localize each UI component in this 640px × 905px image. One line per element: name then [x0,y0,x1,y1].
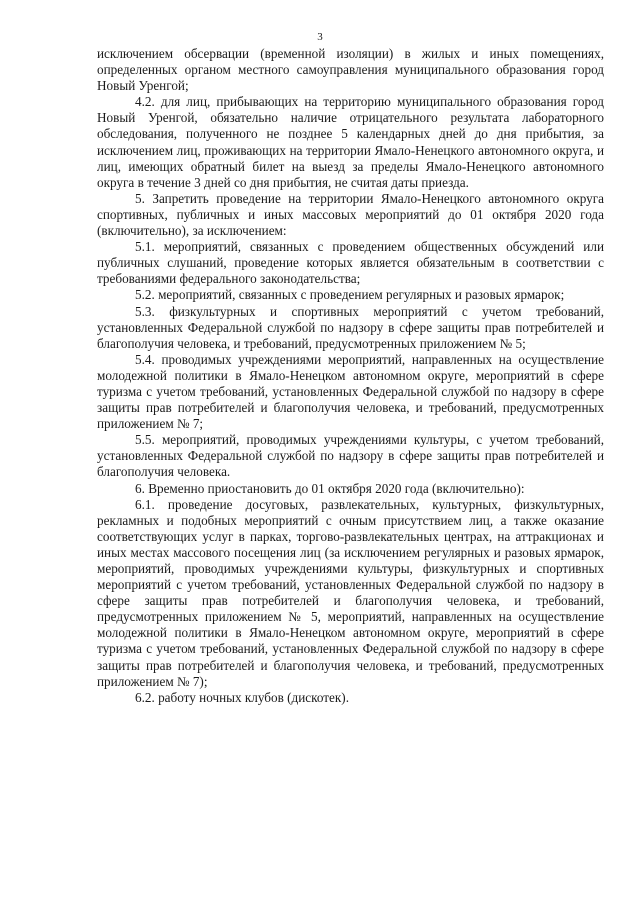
paragraph-6-1: 6.1. проведение досуговых, развлекательных, культурных, физкультурных, рекламных и подобных мероприятий с очным присутствием лиц, а также оказание соответствующих услуг в парках, торгово-развлекательных центрах, на аттракционах и иных местах массового посещения лиц (за исключением регулярных и разовых ярмарок, мероприятий, проводимых учреждениями культуры, физкультурных и спортивных мероприятий с учетом требований, установленных Федеральной службой по надзору в сфере защиты прав потребителей и благополучия человека, и требований, предусмотренных приложением № 5, мероприятий, направленных на осуществление молодежной политики в Ямало-Ненецком автономном округе, мероприятий в сфере туризма с учетом требований, установленных Федеральной службой по надзору в сфере защиты прав потребителей и благополучия человека, и требований, предусмотренных приложением № 7); [97,496,604,689]
paragraph-5-3: 5.3. физкультурных и спортивных мероприятий с учетом требований, установленных Федеральной службой по надзору в сфере защиты прав потребителей и благополучия человека, и требований, предусмотренных приложением № 5; [97,303,604,351]
paragraph-4-2: 4.2. для лиц, прибывающих на территорию муниципального образования город Новый Уренгой, обязательно наличие отрицательного результата лабораторного обследования, полученного не позднее 5 календарных дней до дня прибытия, за исключением лиц, проживающих на территории Ямало-Ненецкого автономного округа, и лиц, имеющих обратный билет на выезд за пределы Ямало-Ненецкого автономного округа в течение 3 дней со дня прибытия, не считая даты приезда. [97,94,604,190]
paragraph-5-2: 5.2. мероприятий, связанных с проведением регулярных и разовых ярмарок; [135,287,565,303]
paragraph-5-1: 5.1. мероприятий, связанных с проведением общественных обсуждений или публичных слушаний, проведение которых является обязательным в соответствии с требованиями федерального законодательства; [97,239,604,287]
paragraph-5: 5. Запретить проведение на территории Ямало-Ненецкого автономного округа спортивных, публичных и иных массовых мероприятий до 01 октября 2020 года (включительно), за исключением: [97,190,604,239]
paragraph-6: 6. Временно приостановить до 01 октября 2020 года (включительно): [135,480,525,496]
paragraph-5-5: 5.5. мероприятий, проводимых учреждениями культуры, с учетом требований, установленных Федеральной службой по надзору в сфере защиты прав потребителей и благополучия человека. [97,432,604,480]
paragraph-6-2: 6.2. работу ночных клубов (дискотек). [135,689,349,705]
paragraph-5-4: 5.4. проводимых учреждениями мероприятий, направленных на осуществление молодежной политики в Ямало-Ненецком автономном округе, мероприятий в сфере туризма с учетом требований, установленных Федеральной службой по надзору в сфере защиты прав потребителей и благополучия человека, и требований, предусмотренных приложением № 7; [97,351,604,432]
paragraph-continuation: исключением обсервации (временной изоляции) в жилых и иных помещениях, определенных органом местного самоуправления муниципального образования город Новый Уренгой; [97,46,604,94]
page-number: 3 [317,31,323,43]
document-body [97,46,604,706]
